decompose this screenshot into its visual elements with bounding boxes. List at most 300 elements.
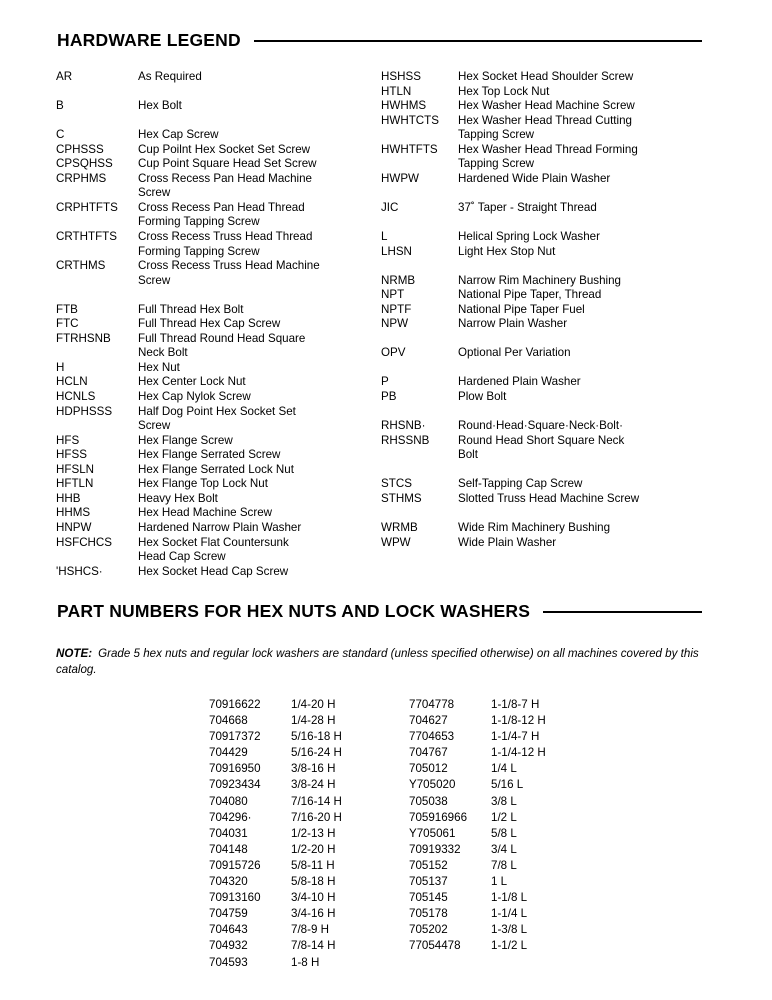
legend-description bbox=[138, 506, 386, 521]
legend-row bbox=[56, 143, 386, 158]
part-number: 704932 bbox=[209, 939, 248, 953]
legend-abbreviation: HCNLS bbox=[56, 390, 96, 404]
legend-row bbox=[381, 114, 711, 143]
legend-abbreviation: PB bbox=[381, 390, 397, 404]
part-number: 705012 bbox=[409, 762, 448, 776]
legend-abbreviation: OPV bbox=[381, 346, 406, 360]
legend-group-spacer bbox=[381, 186, 711, 201]
legend-description-line: Hex Nut bbox=[138, 360, 180, 374]
legend-abbreviation: HFSLN bbox=[56, 462, 95, 476]
legend-description bbox=[138, 536, 386, 565]
legend-row bbox=[56, 405, 386, 434]
legend-group-spacer bbox=[56, 114, 386, 129]
legend-abbreviation: P bbox=[381, 375, 389, 389]
part-number-row bbox=[409, 906, 599, 922]
part-number-row bbox=[209, 890, 399, 906]
legend-description bbox=[138, 390, 386, 405]
part-number-row bbox=[209, 955, 399, 971]
part-number: 70916950 bbox=[209, 762, 261, 776]
legend-row bbox=[56, 463, 386, 478]
legend-group-spacer bbox=[381, 259, 711, 274]
legend-abbreviation: LHSN bbox=[381, 244, 412, 258]
legend-description-line: Helical Spring Lock Washer bbox=[458, 230, 600, 244]
legend-row bbox=[381, 70, 711, 85]
part-number: 705202 bbox=[409, 923, 448, 937]
legend-abbreviation: AR bbox=[56, 70, 73, 83]
legend-abbreviation: CPSQHSS bbox=[56, 157, 113, 171]
legend-description-line: Head Cap Screw bbox=[138, 550, 226, 564]
legend-row bbox=[56, 434, 386, 449]
part-number-row bbox=[409, 842, 599, 858]
legend-description-line: Narrow Rim Machinery Bushing bbox=[458, 273, 622, 287]
legend-abbreviation: HDPHSSS bbox=[56, 404, 113, 418]
legend-row bbox=[56, 230, 386, 259]
legend-description bbox=[138, 375, 386, 390]
legend-abbreviation: CRTHTFTS bbox=[56, 230, 117, 244]
legend-description-line: As Required bbox=[138, 70, 202, 83]
legend-abbreviation: HWHMS bbox=[381, 99, 427, 113]
legend-abbreviation: RHSNB· bbox=[381, 419, 426, 433]
legend-description bbox=[458, 434, 711, 463]
legend-row bbox=[56, 70, 386, 85]
legend-row bbox=[381, 99, 711, 114]
part-number-row bbox=[409, 794, 599, 810]
part-number: 704080 bbox=[209, 794, 248, 808]
part-numbers-heading bbox=[57, 601, 702, 622]
legend-description-line: Hex Washer Head Machine Screw bbox=[458, 99, 635, 113]
legend-abbreviation: FTB bbox=[56, 302, 78, 316]
part-size: 5/16-24 H bbox=[291, 746, 342, 760]
legend-description bbox=[458, 375, 711, 390]
legend-description-line: Half Dog Point Hex Socket Set bbox=[138, 404, 296, 418]
part-numbers-left-column bbox=[209, 697, 399, 971]
legend-description bbox=[138, 172, 386, 201]
part-number: 70917372 bbox=[209, 730, 261, 744]
legend-abbreviation: HWPW bbox=[381, 171, 419, 185]
legend-abbreviation: WRMB bbox=[381, 520, 418, 534]
part-number-row bbox=[409, 874, 599, 890]
legend-description bbox=[458, 245, 711, 260]
legend-description-line: Hex Socket Head Shoulder Screw bbox=[458, 70, 634, 83]
part-number: 705916966 bbox=[409, 810, 468, 824]
part-number: 704668 bbox=[209, 714, 248, 728]
legend-abbreviation: HWHTFTS bbox=[381, 142, 438, 156]
part-number-row bbox=[209, 761, 399, 777]
legend-abbreviation: HSFCHCS bbox=[56, 535, 113, 549]
legend-description bbox=[138, 157, 386, 172]
part-number: 77054478 bbox=[409, 939, 461, 953]
part-size: 1/4-28 H bbox=[291, 714, 336, 728]
legend-description-line: Slotted Truss Head Machine Screw bbox=[458, 491, 640, 505]
legend-row bbox=[381, 492, 711, 507]
legend-description-line: Hex Washer Head Thread Forming bbox=[458, 142, 638, 156]
legend-description-line: Tapping Screw bbox=[458, 128, 535, 142]
legend-description bbox=[458, 288, 711, 303]
part-number: 704767 bbox=[409, 746, 448, 760]
legend-description bbox=[458, 317, 711, 332]
legend-description-line: Plow Bolt bbox=[458, 390, 507, 404]
legend-description-line: Light Hex Stop Nut bbox=[458, 244, 556, 258]
legend-description-line: Neck Bolt bbox=[138, 346, 188, 360]
part-number: 70923434 bbox=[209, 778, 261, 792]
legend-abbreviation: C bbox=[56, 128, 65, 142]
legend-row bbox=[56, 303, 386, 318]
legend-description-line: Cup Point Square Head Set Screw bbox=[138, 157, 317, 171]
note-label: NOTE: bbox=[56, 647, 93, 660]
legend-row bbox=[381, 521, 711, 536]
hardware-legend-title: HARDWARE LEGEND bbox=[57, 30, 241, 50]
legend-row bbox=[381, 85, 711, 100]
part-number: 705152 bbox=[409, 858, 448, 872]
legend-description bbox=[138, 565, 386, 580]
legend-description bbox=[458, 114, 711, 143]
part-number-row bbox=[409, 761, 599, 777]
legend-description bbox=[458, 172, 711, 187]
legend-description bbox=[458, 477, 711, 492]
part-number-row bbox=[209, 794, 399, 810]
legend-abbreviation: H bbox=[56, 360, 65, 374]
part-size: 5/16-18 H bbox=[291, 730, 342, 744]
legend-description bbox=[458, 99, 711, 114]
legend-description bbox=[138, 128, 386, 143]
legend-abbreviation: STCS bbox=[381, 477, 412, 491]
part-number: 70919332 bbox=[409, 842, 461, 856]
part-number-row bbox=[209, 745, 399, 761]
legend-description-line: Hex Cap Screw bbox=[138, 128, 219, 142]
legend-description bbox=[458, 201, 711, 216]
legend-description bbox=[138, 492, 386, 507]
part-number: 705145 bbox=[409, 891, 448, 905]
legend-group-spacer bbox=[381, 506, 711, 521]
legend-description-line: National Pipe Taper, Thread bbox=[458, 288, 602, 302]
legend-description-line: Screw bbox=[138, 186, 171, 200]
legend-row bbox=[56, 128, 386, 143]
part-number: 704031 bbox=[209, 826, 248, 840]
legend-description-line: Hex Flange Screw bbox=[138, 433, 233, 447]
part-size: 1/2-13 H bbox=[291, 826, 336, 840]
legend-abbreviation: HHMS bbox=[56, 506, 91, 520]
part-number-row bbox=[209, 842, 399, 858]
legend-description-line: Bolt bbox=[458, 448, 478, 462]
part-number-row bbox=[209, 938, 399, 954]
part-number-row bbox=[209, 697, 399, 713]
part-size: 7/16-20 H bbox=[291, 810, 342, 824]
part-size: 7/16-14 H bbox=[291, 794, 342, 808]
legend-description-line: Hex Socket Head Cap Screw bbox=[138, 564, 289, 578]
legend-row bbox=[56, 521, 386, 536]
legend-description bbox=[458, 70, 711, 85]
legend-description-line: Cup Poilnt Hex Socket Set Screw bbox=[138, 142, 311, 156]
legend-description bbox=[138, 99, 386, 114]
part-size: 7/8 L bbox=[491, 858, 517, 872]
part-size: 3/4-16 H bbox=[291, 907, 336, 921]
legend-description-line: Tapping Screw bbox=[458, 157, 535, 171]
legend-row bbox=[381, 434, 711, 463]
legend-description bbox=[138, 201, 386, 230]
legend-description-line: Screw bbox=[138, 419, 171, 433]
part-number-row bbox=[409, 777, 599, 793]
legend-abbreviation: NPW bbox=[381, 317, 409, 331]
legend-row bbox=[56, 565, 386, 580]
part-number: Y705061 bbox=[409, 826, 456, 840]
legend-abbreviation: NPTF bbox=[381, 302, 412, 316]
part-number-row bbox=[209, 777, 399, 793]
legend-row bbox=[56, 375, 386, 390]
legend-description-line: Full Thread Hex Bolt bbox=[138, 302, 244, 316]
legend-description-line: Optional Per Variation bbox=[458, 346, 571, 360]
legend-description-line: Hex Socket Flat Countersunk bbox=[138, 535, 289, 549]
legend-row bbox=[56, 259, 386, 288]
legend-abbreviation: WPW bbox=[381, 535, 411, 549]
legend-description bbox=[458, 143, 711, 172]
part-size: 7/8-9 H bbox=[291, 923, 330, 937]
part-size: 1-1/4-12 H bbox=[491, 746, 546, 760]
part-size: 3/4 L bbox=[491, 842, 517, 856]
legend-description bbox=[138, 303, 386, 318]
legend-abbreviation: HWHTCTS bbox=[381, 113, 439, 127]
part-number-row bbox=[209, 713, 399, 729]
note-text: Grade 5 hex nuts and regular lock washers are standard (unless specified otherwise) on all machines covered by this catalog. bbox=[56, 647, 699, 676]
legend-description-line: Narrow Plain Washer bbox=[458, 317, 568, 331]
legend-description bbox=[138, 70, 386, 85]
part-size: 5/8 L bbox=[491, 826, 517, 840]
legend-description-line: Cross Recess Pan Head Thread bbox=[138, 200, 305, 214]
part-number-row bbox=[209, 729, 399, 745]
legend-abbreviation: HNPW bbox=[56, 520, 92, 534]
legend-row bbox=[381, 274, 711, 289]
part-number: 704296· bbox=[209, 810, 252, 824]
legend-description-line: Hardened Plain Washer bbox=[458, 375, 581, 389]
legend-abbreviation: RHSSNB bbox=[381, 433, 430, 447]
legend-description bbox=[458, 85, 711, 100]
legend-row bbox=[381, 172, 711, 187]
legend-description-line: Hex Top Lock Nut bbox=[458, 84, 550, 98]
legend-abbreviation: HFSS bbox=[56, 448, 87, 462]
legend-group-spacer bbox=[381, 405, 711, 420]
legend-row bbox=[56, 390, 386, 405]
part-size: 1-1/2 L bbox=[491, 939, 528, 953]
legend-row bbox=[381, 143, 711, 172]
legend-row bbox=[381, 201, 711, 216]
legend-description-line: Screw bbox=[138, 273, 171, 287]
part-numbers-title: PART NUMBERS FOR HEX NUTS AND LOCK WASHERS bbox=[57, 601, 531, 621]
part-number-row bbox=[209, 906, 399, 922]
part-number: 704320 bbox=[209, 875, 248, 889]
legend-description-line: Wide Plain Washer bbox=[458, 535, 557, 549]
legend-abbreviation: CRTHMS bbox=[56, 259, 106, 273]
legend-description bbox=[138, 521, 386, 536]
legend-description bbox=[458, 346, 711, 361]
part-number: 70916622 bbox=[209, 698, 261, 711]
legend-row bbox=[381, 419, 711, 434]
part-number-row bbox=[409, 729, 599, 745]
legend-row bbox=[381, 288, 711, 303]
part-size: 3/4-10 H bbox=[291, 891, 336, 905]
legend-description bbox=[458, 230, 711, 245]
heading-rule bbox=[254, 40, 702, 42]
part-size: 1-8 H bbox=[291, 955, 320, 969]
part-number-row bbox=[409, 858, 599, 874]
part-size: 1-1/8 L bbox=[491, 891, 528, 905]
part-number: 704148 bbox=[209, 842, 248, 856]
part-numbers-note bbox=[56, 646, 704, 677]
part-number: 705178 bbox=[409, 907, 448, 921]
legend-group-spacer bbox=[381, 361, 711, 376]
legend-description bbox=[458, 390, 711, 405]
legend-description-line: Hex Washer Head Thread Cutting bbox=[458, 113, 632, 127]
legend-abbreviation: HFS bbox=[56, 433, 80, 447]
legend-abbreviation: NRMB bbox=[381, 273, 416, 287]
part-number-row bbox=[409, 826, 599, 842]
legend-row bbox=[56, 332, 386, 361]
legend-description bbox=[138, 259, 386, 288]
legend-description-line: Hex Center Lock Nut bbox=[138, 375, 246, 389]
legend-row bbox=[381, 346, 711, 361]
part-number-row bbox=[409, 938, 599, 954]
legend-row bbox=[56, 506, 386, 521]
part-size: 5/8-18 H bbox=[291, 875, 336, 889]
legend-group-spacer bbox=[381, 332, 711, 347]
part-number: 705038 bbox=[409, 794, 448, 808]
legend-row bbox=[56, 172, 386, 201]
legend-description bbox=[458, 303, 711, 318]
legend-description-line: Forming Tapping Screw bbox=[138, 244, 260, 258]
part-number-row bbox=[409, 810, 599, 826]
legend-description-line: National Pipe Taper Fuel bbox=[458, 302, 585, 316]
part-number: 7704653 bbox=[409, 730, 455, 744]
legend-row bbox=[56, 317, 386, 332]
legend-description bbox=[458, 536, 711, 551]
legend-description-line: Hex Flange Serrated Lock Nut bbox=[138, 462, 294, 476]
legend-description-line: Round Head Short Square Neck bbox=[458, 433, 625, 447]
part-number: 704593 bbox=[209, 955, 248, 969]
legend-abbreviation: FTRHSNB bbox=[56, 331, 111, 345]
legend-abbreviation: CPHSSS bbox=[56, 142, 104, 156]
legend-description-line: Cross Recess Truss Head Machine bbox=[138, 259, 320, 273]
part-size: 1-1/4-7 H bbox=[491, 730, 540, 744]
legend-description-line: Full Thread Hex Cap Screw bbox=[138, 317, 281, 331]
part-numbers-right-column bbox=[409, 697, 599, 955]
legend-group-spacer bbox=[56, 288, 386, 303]
legend-description bbox=[138, 361, 386, 376]
legend-row bbox=[381, 230, 711, 245]
legend-row bbox=[381, 375, 711, 390]
legend-abbreviation: L bbox=[381, 230, 388, 244]
legend-row bbox=[381, 477, 711, 492]
legend-abbreviation: CRPHTFTS bbox=[56, 200, 118, 214]
heading-rule bbox=[543, 611, 702, 613]
legend-abbreviation: NPT bbox=[381, 288, 405, 302]
legend-description-line: Round·Head·Square·Neck·Bolt· bbox=[458, 419, 623, 433]
part-number: 7704778 bbox=[409, 698, 455, 711]
legend-abbreviation: HCLN bbox=[56, 375, 88, 389]
legend-description-line: Hex Flange Top Lock Nut bbox=[138, 477, 268, 491]
legend-description bbox=[138, 332, 386, 361]
legend-description-line: 37˚ Taper - Straight Thread bbox=[458, 200, 597, 214]
legend-row bbox=[56, 448, 386, 463]
legend-group-spacer bbox=[381, 215, 711, 230]
legend-group-spacer bbox=[56, 85, 386, 100]
legend-description bbox=[138, 143, 386, 158]
part-size: 5/8-11 H bbox=[291, 858, 335, 872]
legend-row bbox=[56, 361, 386, 376]
legend-group-spacer bbox=[381, 463, 711, 478]
part-size: 1 L bbox=[491, 875, 508, 889]
legend-row bbox=[56, 536, 386, 565]
legend-description-line: Cross Recess Truss Head Thread bbox=[138, 230, 313, 244]
part-number: 704429 bbox=[209, 746, 248, 760]
legend-description bbox=[138, 477, 386, 492]
legend-description bbox=[138, 434, 386, 449]
legend-description bbox=[138, 463, 386, 478]
part-size: 7/8-14 H bbox=[291, 939, 336, 953]
part-size: 1-1/8-7 H bbox=[491, 698, 540, 711]
legend-row bbox=[56, 477, 386, 492]
part-size: 1/2-20 H bbox=[291, 842, 336, 856]
part-number-row bbox=[409, 890, 599, 906]
part-number-row bbox=[409, 697, 599, 713]
legend-abbreviation: B bbox=[56, 99, 64, 113]
part-number: 704627 bbox=[409, 714, 448, 728]
legend-description bbox=[138, 405, 386, 434]
legend-description-line: Hex Cap Nylok Screw bbox=[138, 390, 251, 404]
part-number: 705137 bbox=[409, 875, 448, 889]
legend-description-line: Hex Bolt bbox=[138, 99, 182, 113]
legend-abbreviation: HSHSS bbox=[381, 70, 421, 83]
legend-row bbox=[381, 245, 711, 260]
legend-abbreviation: 'HSHCS· bbox=[56, 564, 103, 578]
legend-description-line: Hardened Wide Plain Washer bbox=[458, 171, 611, 185]
part-size: 1-3/8 L bbox=[491, 923, 528, 937]
part-number: 70915726 bbox=[209, 858, 261, 872]
hardware-legend-heading bbox=[57, 30, 702, 51]
legend-description-line: Wide Rim Machinery Bushing bbox=[458, 520, 611, 534]
legend-abbreviation: HFTLN bbox=[56, 477, 94, 491]
part-size: 3/8-24 H bbox=[291, 778, 336, 792]
legend-abbreviation: HHB bbox=[56, 491, 81, 505]
legend-row bbox=[381, 317, 711, 332]
legend-row bbox=[381, 303, 711, 318]
legend-description-line: Hex Head Machine Screw bbox=[138, 506, 273, 520]
hardware-legend-left-column bbox=[56, 70, 386, 579]
legend-row bbox=[381, 390, 711, 405]
part-size: 1/4 L bbox=[491, 762, 517, 776]
part-number-row bbox=[209, 858, 399, 874]
part-number-row bbox=[409, 922, 599, 938]
legend-description-line: Full Thread Round Head Square bbox=[138, 331, 306, 345]
legend-description bbox=[458, 274, 711, 289]
legend-abbreviation: STHMS bbox=[381, 491, 422, 505]
part-number: 704759 bbox=[209, 907, 248, 921]
legend-description bbox=[458, 521, 711, 536]
legend-description bbox=[138, 317, 386, 332]
legend-description bbox=[138, 448, 386, 463]
part-size: 5/16 L bbox=[491, 778, 524, 792]
legend-row bbox=[56, 157, 386, 172]
part-number: 70913160 bbox=[209, 891, 261, 905]
legend-abbreviation: JIC bbox=[381, 200, 399, 214]
legend-description-line: Cross Recess Pan Head Machine bbox=[138, 171, 312, 185]
part-size: 1/4-20 H bbox=[291, 698, 336, 711]
part-number-row bbox=[209, 810, 399, 826]
legend-row bbox=[56, 99, 386, 114]
hardware-legend-right-column bbox=[381, 70, 711, 550]
legend-row bbox=[56, 201, 386, 230]
legend-abbreviation: CRPHMS bbox=[56, 171, 107, 185]
part-number-row bbox=[209, 922, 399, 938]
legend-description-line: Forming Tapping Screw bbox=[138, 215, 260, 229]
legend-row bbox=[381, 536, 711, 551]
